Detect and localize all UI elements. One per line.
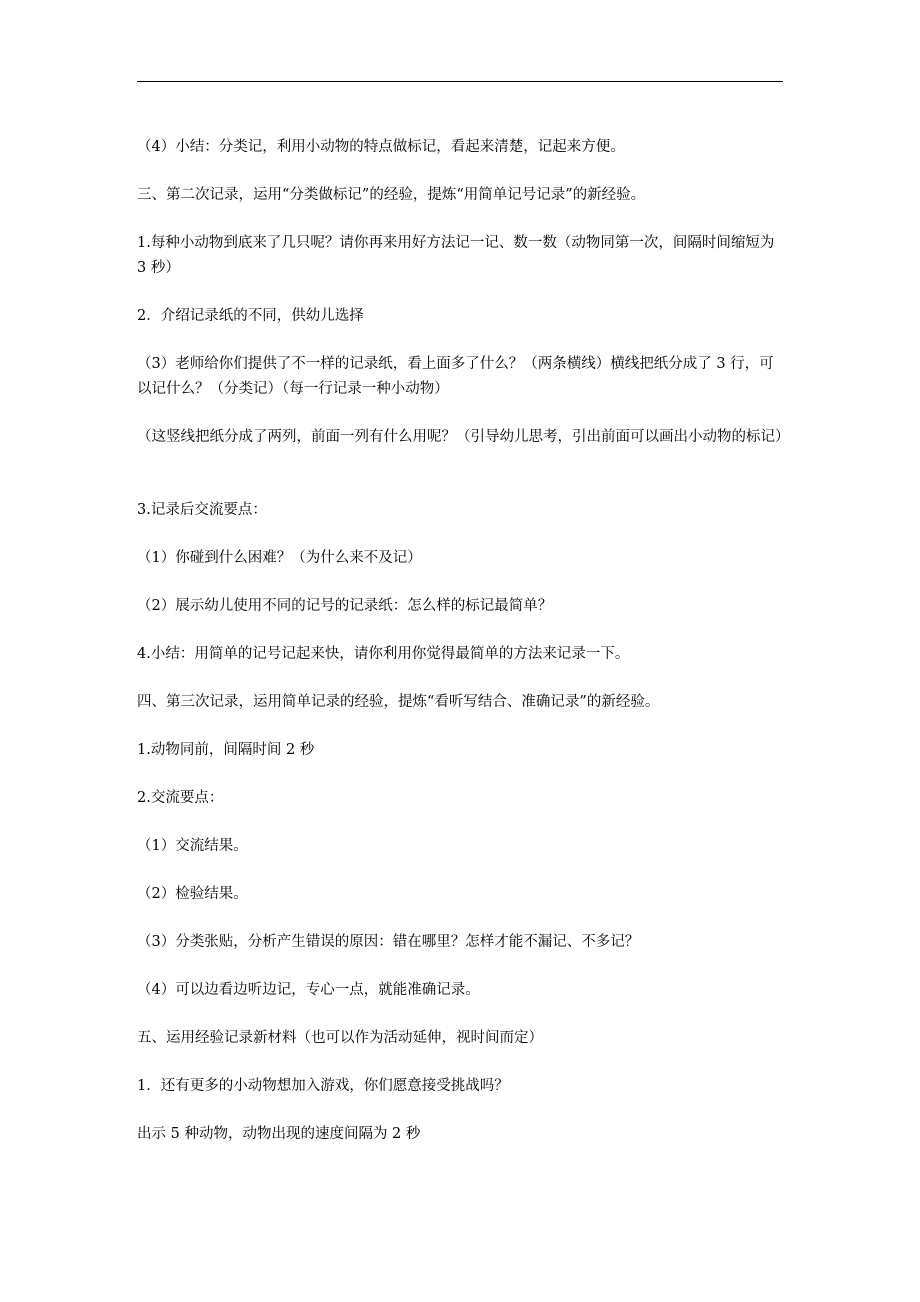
paragraph-sub-4b: （4）可以边看边听边记，专心一点，就能准确记录。 xyxy=(137,982,480,998)
paragraph-item-1: 1.每种小动物到底来了几只呢？请你再来用好方法记一记、数一数（动物同第一次，间隔时间缩短为 3 秒） xyxy=(137,235,775,276)
paragraph-item-2: 2．介绍记录纸的不同，供幼儿选择 xyxy=(137,308,364,324)
paragraph-item-3: 3.记录后交流要点： xyxy=(137,502,267,518)
paragraph-summary-4: （4）小结：分类记，利用小动物的特点做标记，看起来清楚，记起来方便。 xyxy=(137,139,625,155)
paragraph-item-1b: 1.动物同前，间隔时间 2 秒 xyxy=(137,742,315,758)
section-heading-5: 五、运用经验记录新材料（也可以作为活动延伸，视时间而定） xyxy=(137,1030,543,1046)
section-heading-4: 四、第三次记录，运用简单记录的经验，提炼“看听写结合、准确记录”的新经验。 xyxy=(137,694,660,710)
paragraph-sub-1: （1）你碰到什么困难？（为什么来不及记） xyxy=(137,550,422,566)
paragraph-sub-1b: （1）交流结果。 xyxy=(137,838,248,854)
section-heading-3: 三、第二次记录，运用“分类做标记”的经验，提炼“用简单记号记录”的新经验。 xyxy=(137,187,646,203)
paragraph-item-4: 4.小结：用简单的记号记起来快，请你利用你觉得最简单的方法来记录一下。 xyxy=(137,646,630,662)
paragraph-item-2b: 2.交流要点： xyxy=(137,790,224,806)
paragraph-sub-2: （2）展示幼儿使用不同的记号的记录纸：怎么样的标记最简单？ xyxy=(137,598,553,614)
paragraph-item-1c: 1．还有更多的小动物想加入游戏，你们愿意接受挑战吗？ xyxy=(137,1078,509,1094)
paragraph-sub-2b: （2）检验结果。 xyxy=(137,886,248,902)
header-rule xyxy=(137,81,783,82)
paragraph-vertical-line: （这竖线把纸分成了两列，前面一列有什么用呢？（引导幼儿思考，引出前面可以画出小动物的标记） xyxy=(137,429,790,445)
paragraph-sub-3: （3）老师给你们提供了不一样的记录纸，看上面多了什么？（两条横线）横线把纸分成了 3 行，可以记什么？（分类记）（每一行记录一种小动物） xyxy=(137,356,774,397)
paragraph-sub-3b: （3）分类张贴，分析产生错误的原因：错在哪里？怎样才能不漏记、不多记？ xyxy=(137,934,640,950)
paragraph-show-animals: 出示 5 种动物，动物出现的速度间隔为 2 秒 xyxy=(137,1126,421,1142)
